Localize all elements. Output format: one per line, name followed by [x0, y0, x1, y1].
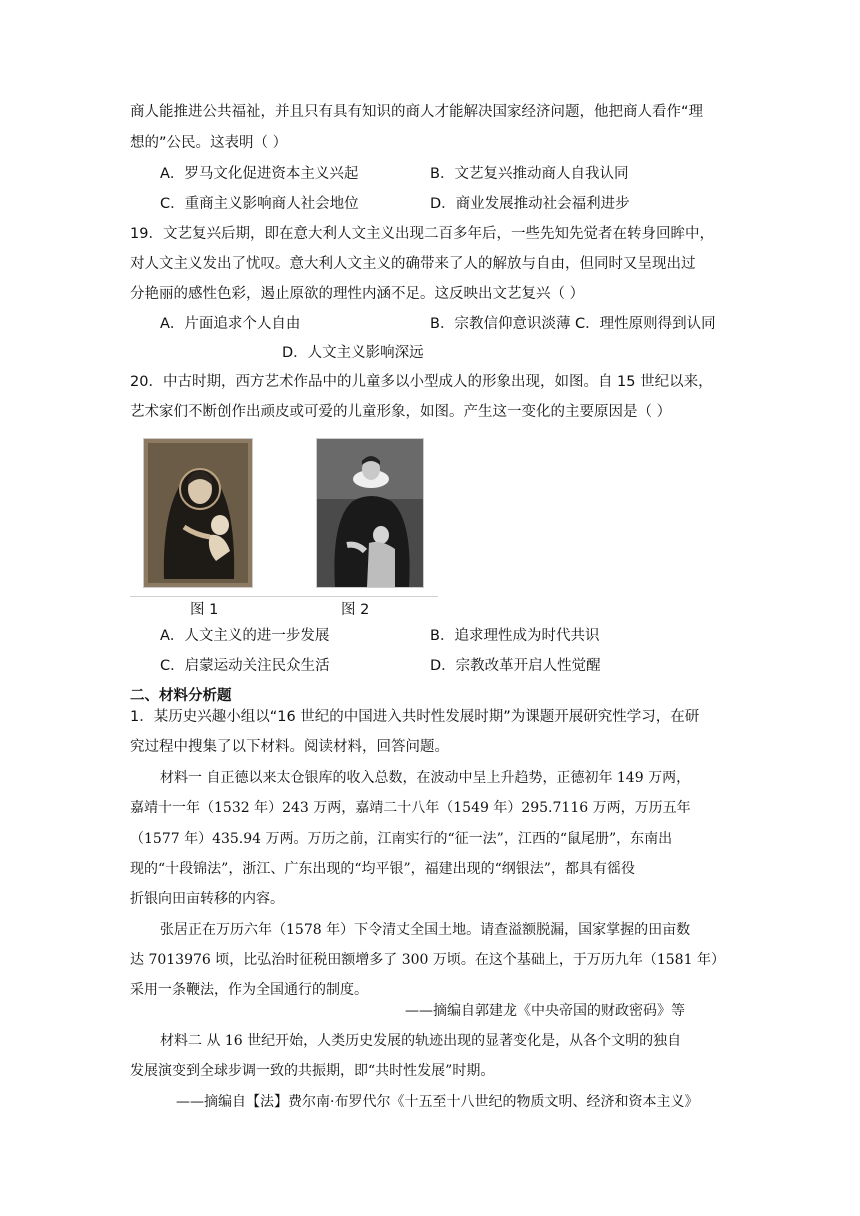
material-1-p2-line-2: 达 7013976 顷，比弘治时征税田额增多了 300 万顷。在这个基础上，于万历九年（1581 年）: [130, 952, 725, 968]
woman-child-portrait-image: [317, 439, 423, 587]
madonna-child-image: [144, 439, 252, 587]
q18-line-1: 商人能推进公共福祉，并且只有具有知识的商人才能解决国家经济问题，他把商人看作“理: [130, 104, 704, 120]
material-2-line-1: 材料二 从 16 世纪开始，人类历史发展的轨迹出现的显著变化是，从各个文明的独自: [160, 1033, 682, 1049]
figure-1-painting: [143, 438, 253, 588]
q19-line-2: 对人文主义发出了忧叹。意大利人文主义的确带来了人的解放与自由，但同时又呈现出过: [130, 256, 696, 272]
material-1-line-2: 嘉靖十一年（1532 年）243 万两，嘉靖二十八年（1549 年）295.7116 万两，万历五年: [130, 800, 691, 816]
q19-line-3: 分艳丽的感性色彩，遏止原欲的理性内涵不足。这反映出文艺复兴（ ）: [130, 286, 585, 302]
material-1-line-4: 现的“十段锦法”，浙江、广东出现的“均平银”，福建出现的“纲银法”，都具有徭役: [130, 861, 635, 877]
material-1-line-5: 折银向田亩转移的内容。: [130, 891, 284, 907]
material-1-line-3: （1577 年）435.94 万两。万历之前，江南实行的“征一法”，江西的“鼠尾册”，东南出: [130, 831, 673, 847]
q18-option-a: A．罗马文化促进资本主义兴起: [160, 166, 359, 182]
s2-q1-line-2: 究过程中搜集了以下材料。阅读材料，回答问题。: [130, 739, 449, 755]
q18-option-c: C．重商主义影响商人社会地位: [160, 196, 359, 212]
q20-option-b: B．追求理性成为时代共识: [430, 628, 600, 644]
section-2-heading: 二、材料分析题: [130, 688, 232, 704]
q18-option-d: D．商业发展推动社会福利进步: [430, 196, 630, 212]
q20-option-d: D．宗教改革开启人性觉醒: [430, 658, 601, 674]
material-1-source: ——摘编自郭建龙《中央帝国的财政密码》等: [405, 1003, 685, 1019]
q19-option-d: D．人文主义影响深远: [282, 345, 424, 361]
figure-2-caption: 图 2: [341, 602, 370, 618]
q20-option-a: A．人文主义的进一步发展: [160, 628, 330, 644]
q19-option-a: A．片面追求个人自由: [160, 316, 301, 332]
q20-line-1: 20．中古时期，西方艺术作品中的儿童多以小型成人的形象出现，如图。自 15 世纪以来，: [130, 374, 713, 390]
material-1-p2-line-1: 张居正在万历六年（1578 年）下令清丈全国土地。请查溢额脱漏，国家掌握的田亩数: [160, 922, 691, 938]
figure-divider: [130, 596, 438, 597]
material-1-line-1: 材料一 自正德以来太仓银库的收入总数，在波动中呈上升趋势，正德初年 149 万两，: [160, 770, 691, 786]
q19-option-b-c: B．宗教信仰意识淡薄 C．理性原则得到认同: [430, 316, 716, 332]
q18-line-2: 想的”公民。这表明（ ）: [130, 135, 288, 151]
q20-line-2: 艺术家们不断创作出顽皮或可爱的儿童形象，如图。产生这一变化的主要原因是（ ）: [130, 404, 672, 420]
material-2-source: ——摘编自【法】费尔南·布罗代尔《十五至十八世纪的物质文明、经济和资本主义》: [176, 1094, 699, 1110]
material-2-line-2: 发展演变到全球步调一致的共振期，即“共时性发展”时期。: [130, 1063, 495, 1079]
figure-2-painting: [316, 438, 424, 588]
material-1-p2-line-3: 采用一条鞭法，作为全国通行的制度。: [130, 982, 368, 998]
s2-q1-line-1: 1．某历史兴趣小组以“16 世纪的中国进入共时性发展时期”为课题开展研究性学习，在研: [130, 709, 700, 725]
q19-line-1: 19．文艺复兴后期，即在意大利人文主义出现二百多年后，一些先知先觉者在转身回眸中，: [130, 226, 714, 242]
q20-option-c: C．启蒙运动关注民众生活: [160, 658, 330, 674]
figure-1-caption: 图 1: [190, 602, 219, 618]
q18-option-b: B．文艺复兴推动商人自我认同: [430, 166, 629, 182]
